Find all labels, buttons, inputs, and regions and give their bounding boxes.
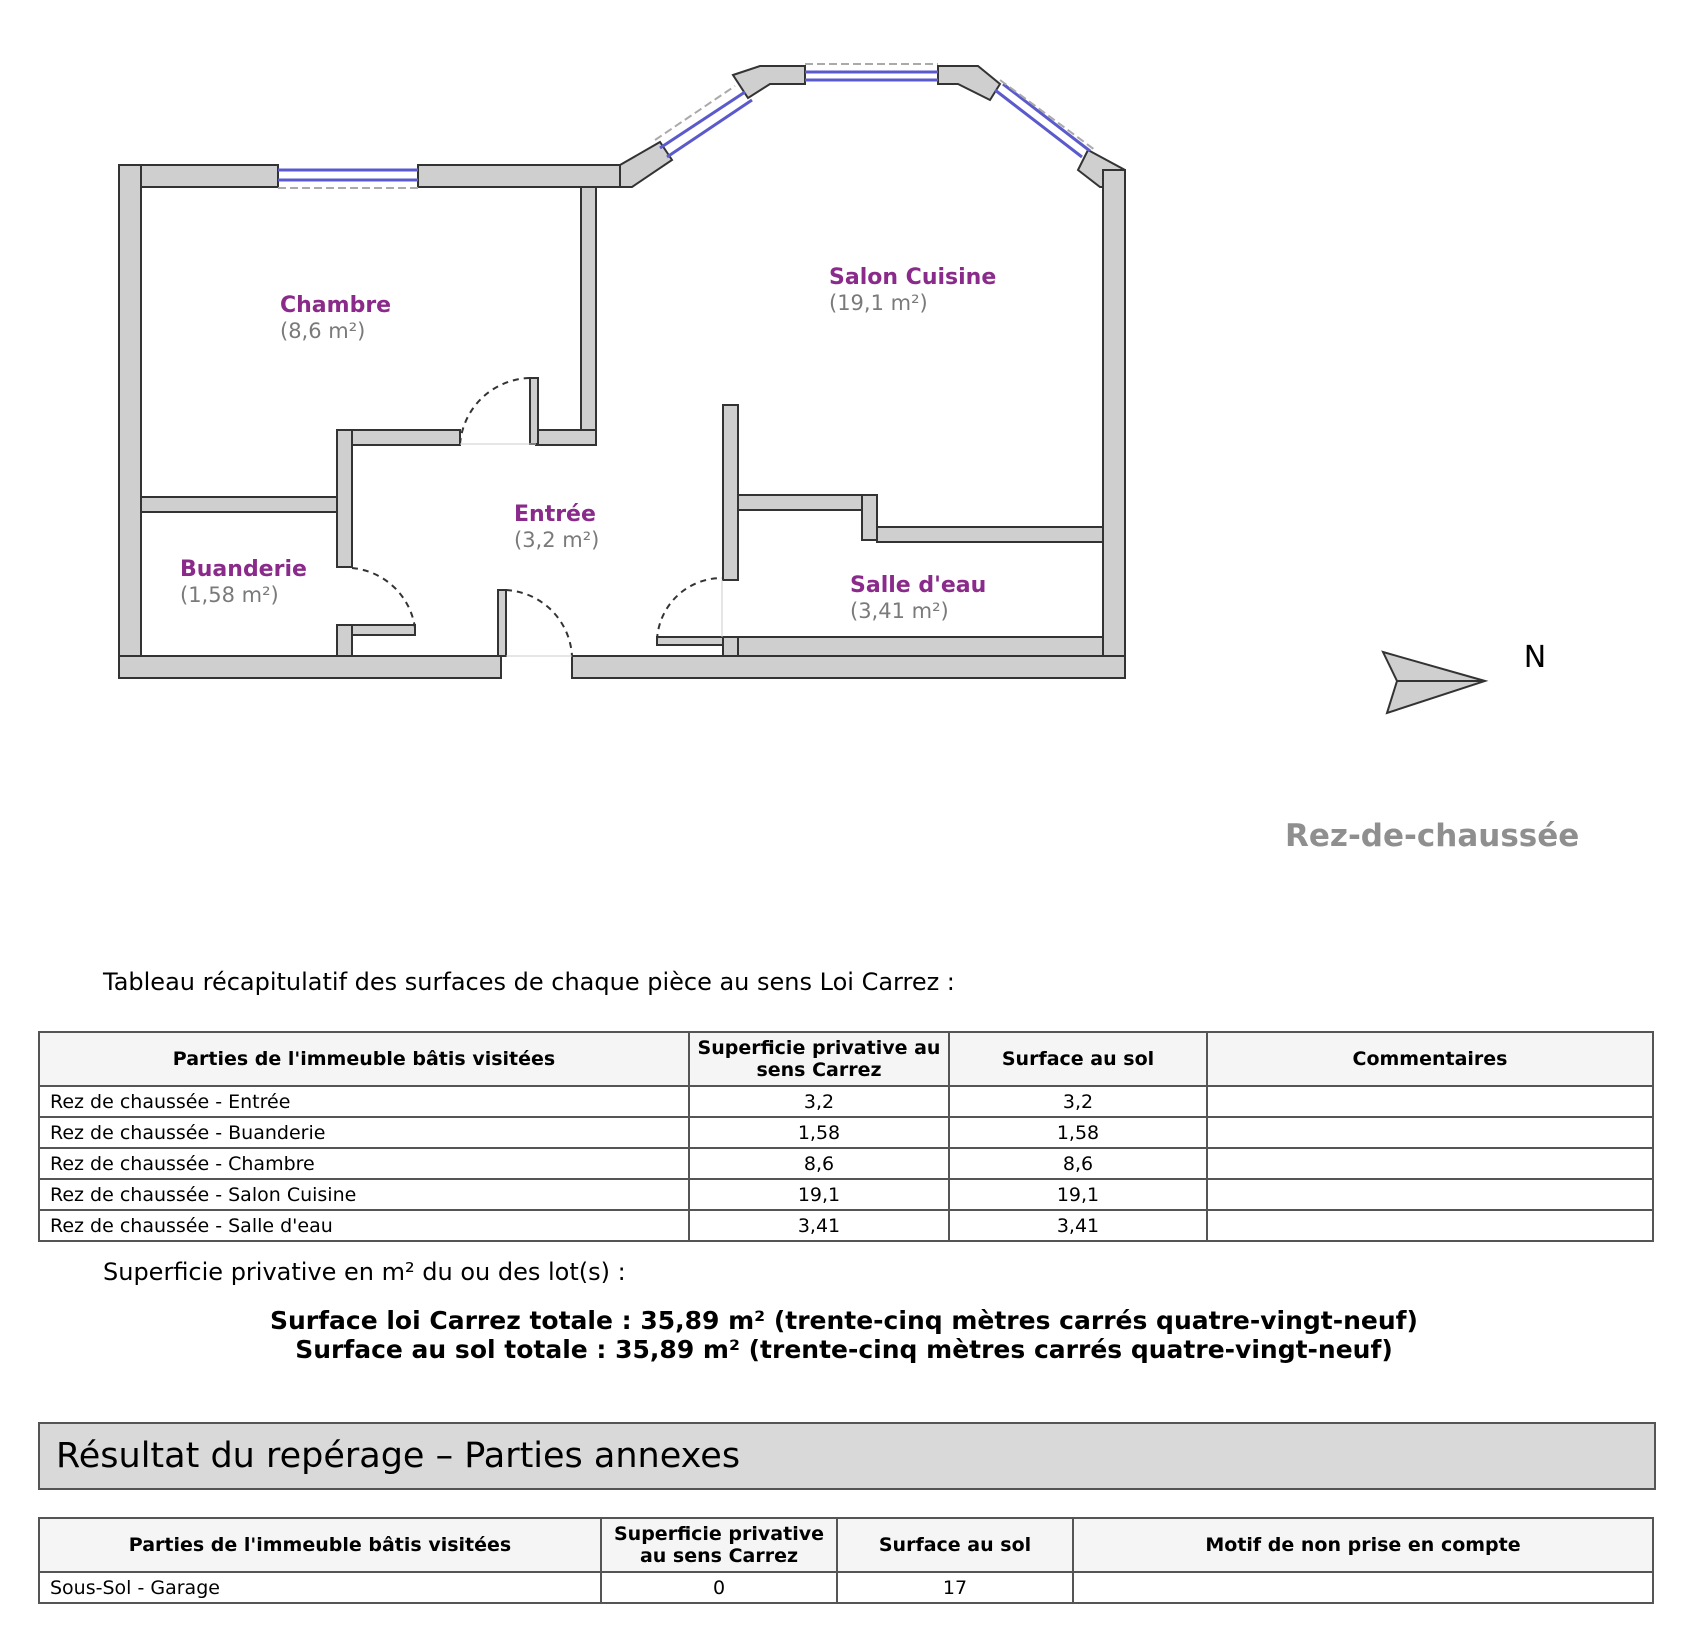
svg-text:(3,2 m²): (3,2 m²): [514, 528, 600, 552]
cell-carrez: 0: [601, 1572, 837, 1603]
cell-sol: 3,2: [949, 1086, 1207, 1117]
cell-part: Rez de chaussée - Buanderie: [39, 1117, 689, 1148]
total-sol: Surface au sol totale : 35,89 m² (trente-cinq mètres carrés quatre-vingt-neuf): [295, 1335, 1393, 1364]
cell-comment: [1207, 1148, 1653, 1179]
header-sol: Surface au sol: [949, 1032, 1207, 1086]
cell-carrez: 1,58: [689, 1117, 949, 1148]
svg-text:Entrée: Entrée: [514, 502, 596, 527]
cell-sol: 3,41: [949, 1210, 1207, 1241]
cell-carrez: 19,1: [689, 1179, 949, 1210]
table-row: [39, 1572, 1653, 1603]
table-row: [39, 1179, 1653, 1210]
svg-text:Salon Cuisine: Salon Cuisine: [829, 265, 997, 290]
header-sol: Surface au sol: [837, 1518, 1073, 1572]
room-label-salle-deau: [850, 573, 986, 623]
cell-comment: [1207, 1179, 1653, 1210]
north-label: N: [1523, 640, 1547, 675]
cell-sol: 1,58: [949, 1117, 1207, 1148]
table-row: [39, 1148, 1653, 1179]
cell-part: Rez de chaussée - Chambre: [39, 1148, 689, 1179]
annexes-title: Résultat du repérage – Parties annexes: [56, 1436, 741, 1476]
svg-text:(1,58 m²): (1,58 m²): [180, 583, 279, 607]
header-carrez: Superficie privative au sens Carrez: [601, 1518, 837, 1572]
cell-sol: 19,1: [949, 1179, 1207, 1210]
annexes-table: [38, 1517, 1654, 1604]
summary-intro: Tableau récapitulatif des surfaces de chaque pièce au sens Loi Carrez :: [103, 968, 955, 996]
svg-text:(3,41 m²): (3,41 m²): [850, 599, 949, 623]
svg-text:(19,1 m²): (19,1 m²): [829, 291, 928, 315]
cell-part: Rez de chaussée - Salon Cuisine: [39, 1179, 689, 1210]
summary-table: [38, 1031, 1654, 1242]
cell-sol: 17: [837, 1572, 1073, 1603]
table-header-row: [39, 1518, 1653, 1572]
cell-carrez: 3,2: [689, 1086, 949, 1117]
header-comments: Commentaires: [1207, 1032, 1653, 1086]
header-motif: Motif de non prise en compte: [1073, 1518, 1653, 1572]
floor-label: Rez-de-chaussée: [1285, 818, 1580, 854]
table-header-row: [39, 1032, 1653, 1086]
room-label-buanderie: [180, 557, 307, 607]
cell-carrez: 8,6: [689, 1148, 949, 1179]
cell-comment: [1207, 1117, 1653, 1148]
table-row: [39, 1117, 1653, 1148]
cell-comment: [1207, 1210, 1653, 1241]
cell-sol: 8,6: [949, 1148, 1207, 1179]
header-parts: Parties de l'immeuble bâtis visitées: [39, 1518, 601, 1572]
room-label-salon-cuisine: [829, 265, 996, 315]
cell-part: Rez de chaussée - Salle d'eau: [39, 1210, 689, 1241]
cell-part: Sous-Sol - Garage: [39, 1572, 601, 1603]
cell-carrez: 3,41: [689, 1210, 949, 1241]
table-row: [39, 1210, 1653, 1241]
cell-comment: [1207, 1086, 1653, 1117]
north-arrow-icon: [1383, 640, 1546, 713]
cell-motif: [1073, 1572, 1653, 1603]
total-carrez: Surface loi Carrez totale : 35,89 m² (trente-cinq mètres carrés quatre-vingt-neuf): [270, 1306, 1418, 1335]
lot-label: Superficie privative en m² du ou des lot(s) :: [103, 1258, 626, 1286]
svg-text:Buanderie: Buanderie: [180, 557, 307, 582]
header-parts: Parties de l'immeuble bâtis visitées: [39, 1032, 689, 1086]
svg-text:Salle d'eau: Salle d'eau: [850, 573, 987, 598]
table-row: [39, 1086, 1653, 1117]
svg-text:(8,6 m²): (8,6 m²): [280, 319, 366, 343]
room-label-chambre: [280, 293, 391, 343]
cell-part: Rez de chaussée - Entrée: [39, 1086, 689, 1117]
svg-text:Chambre: Chambre: [280, 293, 392, 318]
header-carrez: Superficie privative au sens Carrez: [689, 1032, 949, 1086]
room-label-entree: [514, 502, 599, 552]
annexes-section-header: [38, 1422, 1656, 1490]
